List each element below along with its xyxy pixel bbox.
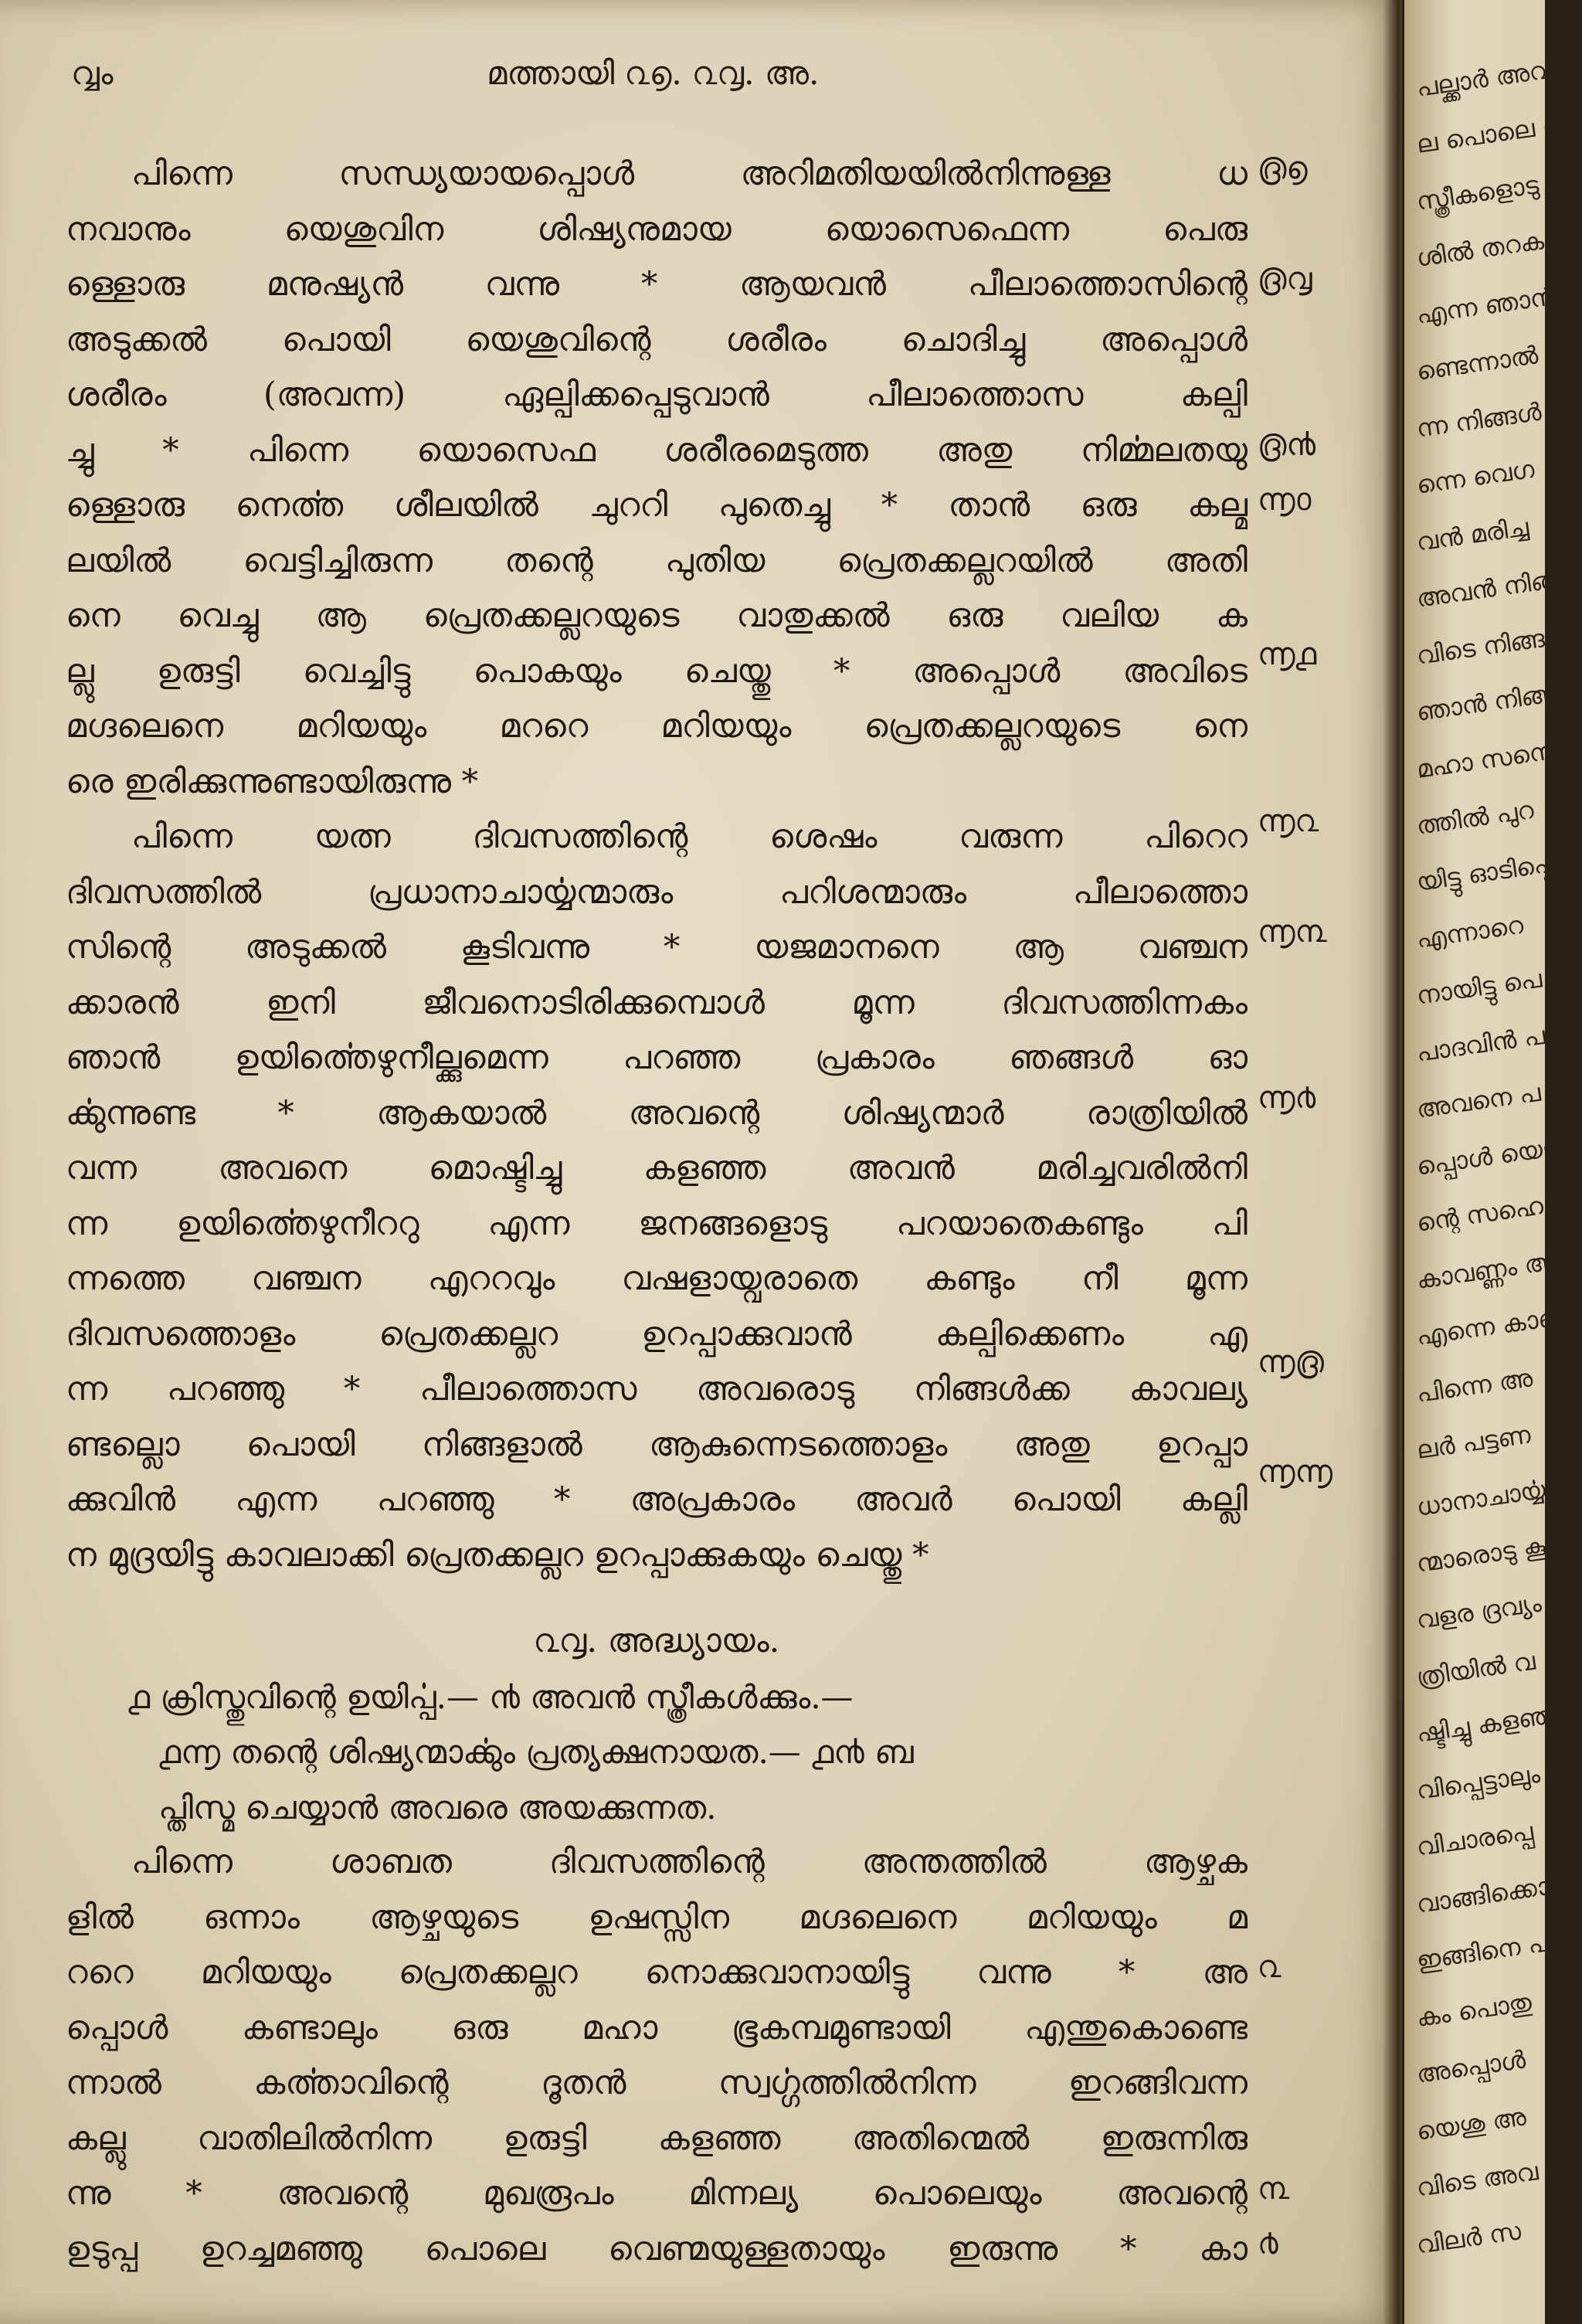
- verse-number: ൨: [1258, 1949, 1282, 1985]
- text-line: ളിൽ ഒന്നാം ആഴ്ചയുടെ ഉഷസ്സിന മഗ്ദലെനെ മറിയയും മ: [66, 1898, 1248, 1937]
- chapter-summary-line: ൧൬ തന്റെ ശിഷ്യന്മാൎക്കും പ്രത്യക്ഷനായത.— ൧൯ ബ: [158, 1733, 914, 1771]
- verse-number: ൬൧: [1258, 637, 1317, 672]
- facing-page-text-fragment: ഞാൻ നിങ്ങ: [1414, 678, 1557, 727]
- text-line: വന്ന അവനെ മൊഷ്ടിച്ചു കളഞ്ഞ അവൻ മരിച്ചവരിൽനി: [66, 1149, 1248, 1187]
- facing-page-text-fragment: വിലർ സ: [1414, 2215, 1523, 2260]
- text-line: പിന്നെ സന്ധ്യയായപ്പൊൾ അറിമതിയയിൽനിന്നുള്ള ധ: [131, 155, 1248, 193]
- verse-number: ൬൦: [1258, 482, 1312, 518]
- facing-page-text-fragment: വളര ദ്രവ്യം: [1414, 1588, 1543, 1636]
- facing-page-text-fragment: വിടെ നിങ്ങ: [1414, 623, 1546, 671]
- facing-page-text-fragment: ഷ്ടിച്ചു കളഞ്ഞ: [1414, 1698, 1570, 1749]
- verse-number: ൬൪: [1258, 1080, 1316, 1116]
- facing-page-text-fragment: സ്ത്രീകളൊടു: [1414, 169, 1541, 216]
- text-line: ണ്ടല്ലൊ പൊയി നിങ്ങളാൽ ആകുന്നെടത്തൊളം അതു ഉറപ്പാ: [66, 1425, 1248, 1464]
- text-line: രെ ഇരിക്കുന്നുണ്ടായിരുന്നു *: [66, 762, 479, 801]
- facing-page-text-fragment: ന്ന നിങ്ങൾ: [1414, 396, 1543, 443]
- running-head: [0, 54, 1402, 100]
- facing-page-text-fragment: അപ്പൊൾ: [1414, 2044, 1528, 2089]
- running-head-title: മത്തായി ൨൭. ൨൮. അ.: [487, 54, 820, 92]
- text-block: [66, 147, 1248, 2277]
- facing-page-text-fragment: അവനെ പ: [1414, 1077, 1543, 1125]
- text-line: ൎക്കുന്നുണ്ട * ആകയാൽ അവന്റെ ശിഷ്യന്മാർ രാത്രിയിൽ: [66, 1093, 1248, 1133]
- facing-page-text-fragment: എന്നെ കാണ: [1414, 1300, 1573, 1351]
- facing-page-text-fragment: വാങ്ങിക്കൊ: [1414, 1870, 1552, 1919]
- text-line: അടുക്കൽ പൊയി യെശുവിന്റെ ശരീരം ചൊദിച്ചു അപ്പൊൾ: [66, 320, 1248, 359]
- facing-page-text-fragment: പിന്നെ അ: [1414, 1362, 1535, 1408]
- text-line: ന്ന പറഞ്ഞു * പീലാത്തൊസ അവരൊടു നിങ്ങൾക്ക കാവല്യ: [66, 1370, 1248, 1408]
- facing-page-text-fragment: യെശു അ: [1414, 2101, 1528, 2146]
- facing-page-text-fragment: കം പൊതു: [1414, 1987, 1534, 2033]
- text-line: ന്നു * അവന്റെ മുഖരൂപം മിന്നല്യ പൊലെയും അവന്റെ: [66, 2174, 1248, 2213]
- text-line: ള്ളൊരു നെൎത്ത ശീലയിൽ ചുററി പുതെച്ചു * താൻ ഒരു കല്മ: [66, 486, 1248, 525]
- text-line: ന്നാൽ കൎത്താവിന്റെ ദൂതൻ സ്വൎഗ്ഗത്തിൽനിന്ന ഇറങ്ങിവന്ന: [66, 2064, 1248, 2102]
- chapter-summary-line: ൧ ക്രിസ്തുവിന്റെ ഉയിൎപ്പ.— ൯ അവൻ സ്ത്രീകൾക്കും.—: [127, 1677, 854, 1716]
- facing-page-text-fragment: ന്റെ സഹൊ: [1414, 1189, 1558, 1238]
- text-line: പ്പൊൾ കണ്ടാലും ഒരു മഹാ ഭൂകമ്പമുണ്ടായി എന്തുകൊണ്ടെ: [66, 2008, 1248, 2047]
- text-line: ററെ മറിയയും പ്രെതക്കല്ലറ നൊക്കുവാനായിട്ടു വന്നു * അ: [66, 1953, 1248, 1992]
- facing-page-text-fragment: വിടെ അവ: [1414, 2156, 1540, 2203]
- facing-page-text-fragment: പല്ക്കാർ അവ: [1414, 54, 1553, 103]
- facing-page-text-fragment: മഹാ സന്തൊ: [1414, 732, 1575, 784]
- text-line: ല്ലു ഉരുട്ടി വെച്ചിട്ടു പൊകയും ചെയ്തു * അപ്പൊൾ അവിടെ: [66, 651, 1248, 691]
- facing-page-text-fragment: യിട്ടു ഓടിപ്പൊ: [1414, 847, 1570, 898]
- facing-page-text-fragment: ത്രിയിൽ വ: [1414, 1646, 1537, 1692]
- facing-page-text-fragment: വൻ മരിച്ച: [1414, 511, 1531, 557]
- facing-page-text-fragment: കാവണ്ണം അ: [1414, 1245, 1560, 1295]
- text-line: കല്ലു വാതിലിൽനിന്ന ഉരുട്ടി കളഞ്ഞ അതിന്മെൽ ഇരുന്നിരു: [66, 2118, 1248, 2158]
- facing-page-text-fragment: അവൻ നിങ്ങ: [1414, 563, 1567, 613]
- verse-number: ൬൩: [1258, 914, 1327, 950]
- facing-page-text-fragment: പാദവിൻ പ: [1414, 1020, 1547, 1068]
- facing-page-text-fragment: ന്നെ വെഗ: [1414, 454, 1536, 501]
- text-line: ഉടുപ്പ ഉറച്ചമഞ്ഞു പൊലെ വെണ്മയുള്ളതായും ഇരുന്നു * കാ: [66, 2229, 1248, 2268]
- chapter-summary-line: പ്തിസ്മ ചെയ്യാൻ അവരെ അയക്കുന്നത.: [158, 1788, 717, 1826]
- text-line: ന്ന ഉയിൎത്തെഴുനീററു എന്ന ജനങ്ങളൊടു പറയാതെകണ്ടും പി: [66, 1204, 1248, 1243]
- text-line: ന മുദ്രയിട്ടു കാവലാക്കി പ്രെതക്കല്ലറ ഉറപ്പാക്കുകയും ചെയ്തു *: [66, 1535, 929, 1575]
- facing-page-text-fragment: പ്പൊൾ യെശു: [1414, 1130, 1570, 1181]
- facing-page-text-fragment: ധാനാചാൎയ്യ: [1414, 1474, 1548, 1522]
- facing-page-text-fragment: വിചാരപ്പെ: [1414, 1816, 1536, 1863]
- text-line: മഗ്ദലെനെ മറിയയും മററെ മറിയയും പ്രെതക്കല്ലറയുടെ നെ: [66, 707, 1248, 746]
- text-line: ഞാൻ ഉയിൎത്തെഴുനീല്ക്കുമെന്ന പറഞ്ഞ പ്രകാരം ഞങ്ങൾ ഓ: [66, 1038, 1248, 1077]
- verse-number: ൬൬: [1258, 1454, 1333, 1490]
- facing-page-edge: [1404, 0, 1582, 2324]
- text-line: ക്കുവിൻ എന്ന പറഞ്ഞു * അപ്രകാരം അവർ പൊയി കല്ലി: [66, 1480, 1248, 1519]
- verse-number: ൪: [1258, 2226, 1278, 2261]
- spacer: [66, 1583, 1248, 1614]
- facing-page-text-fragment: ലർ പട്ടണ: [1414, 1419, 1533, 1465]
- text-line: ലയിൽ വെട്ടിച്ചിരുന്ന തന്റെ പുതിയ പ്രെതക്കല്ലറയിൽ അതി: [66, 541, 1248, 580]
- text-line: ച്ചു * പിന്നെ യൊസെഫ ശരീരമെടുത്ത അതു നിൎമ്മലതയു: [66, 430, 1248, 470]
- verse-number: ൬൨: [1258, 804, 1319, 839]
- text-line: സിന്റെ അടുക്കൽ കൂടിവന്നു * യജമാനനെ ആ വഞ്ചന: [66, 928, 1248, 967]
- text-line: ന്നത്തെ വഞ്ചന എററവും വഷളായ്വരാതെ കണ്ടും നീ മൂന്ന: [66, 1259, 1248, 1298]
- facing-page-text-fragment: എന്നാറെ: [1414, 909, 1526, 954]
- verse-number: ൫൯: [1258, 427, 1316, 463]
- facing-page-text-fragment: ത്തിൽ പുറ: [1414, 794, 1536, 841]
- facing-page-text-fragment: ന്മാരൊടു കൂട: [1414, 1529, 1562, 1578]
- text-line: ള്ളൊരു മനുഷ്യൻ വന്നു * ആയവൻ പീലാത്തൊസിന്റെ: [66, 265, 1248, 304]
- verse-number: ൬൫: [1258, 1344, 1324, 1380]
- text-line: പിന്നെ ശാബത ദിവസത്തിന്റെ അന്തത്തിൽ ആഴ്ചക: [131, 1843, 1248, 1881]
- facing-page-text-fragment: ശിൽ തറക: [1414, 226, 1546, 274]
- facing-page-text-fragment: ഇങ്ങിനെ പ: [1414, 1928, 1551, 1976]
- facing-page-text-fragment: ല പൊലെ ആ: [1414, 107, 1582, 160]
- text-line: പിന്നെ യത്ന ദിവസത്തിന്റെ ശെഷം വരുന്ന പിറെറ: [131, 817, 1248, 856]
- facing-page-text-fragment: ണ്ടെന്നാൽ ര: [1414, 336, 1566, 387]
- text-line: നെ വെച്ചു ആ പ്രെതക്കല്ലറയുടെ വാതുക്കൽ ഒരു വലിയ ക: [66, 596, 1248, 635]
- verse-number: ൩: [1258, 2171, 1290, 2207]
- facing-page-text-fragment: വിപ്പെട്ടാലും: [1414, 1758, 1542, 1806]
- text-line: ക്കാരൻ ഇനി ജീവനൊടിരിക്കുമ്പൊൾ മൂന്ന ദിവസത്തിന്നകം: [66, 983, 1248, 1022]
- facing-page-text-fragment: എന്ന ഞാൻ: [1414, 280, 1557, 330]
- facing-page-text-fragment: നായിട്ടു പെ: [1414, 963, 1544, 1011]
- chapter-heading: ൨൮. അദ്ധ്യായം.: [533, 1622, 780, 1660]
- text-line: ശരീരം (അവന്ന) ഏല്പിക്കപ്പെടുവാൻ പീലാത്തൊസ കല്പി: [66, 375, 1248, 414]
- text-line: ദിവസത്തിൽ പ്രധാനാചാൎയ്യന്മാരും പറിശന്മാരും പീലാത്തൊ: [66, 872, 1248, 912]
- text-line: ദിവസത്തൊളം പ്രെതക്കല്ലറ ഉറപ്പാക്കുവാൻ കല്പിക്കെണം എ: [66, 1314, 1248, 1354]
- text-line: നവാനും യെശുവിന ശിഷ്യനുമായ യൊസെഫെന്ന പെരു: [66, 209, 1248, 249]
- verse-number: ൫൭: [1258, 151, 1308, 186]
- verse-number: ൫൮: [1258, 261, 1312, 297]
- page-number: വ്വം: [71, 54, 114, 92]
